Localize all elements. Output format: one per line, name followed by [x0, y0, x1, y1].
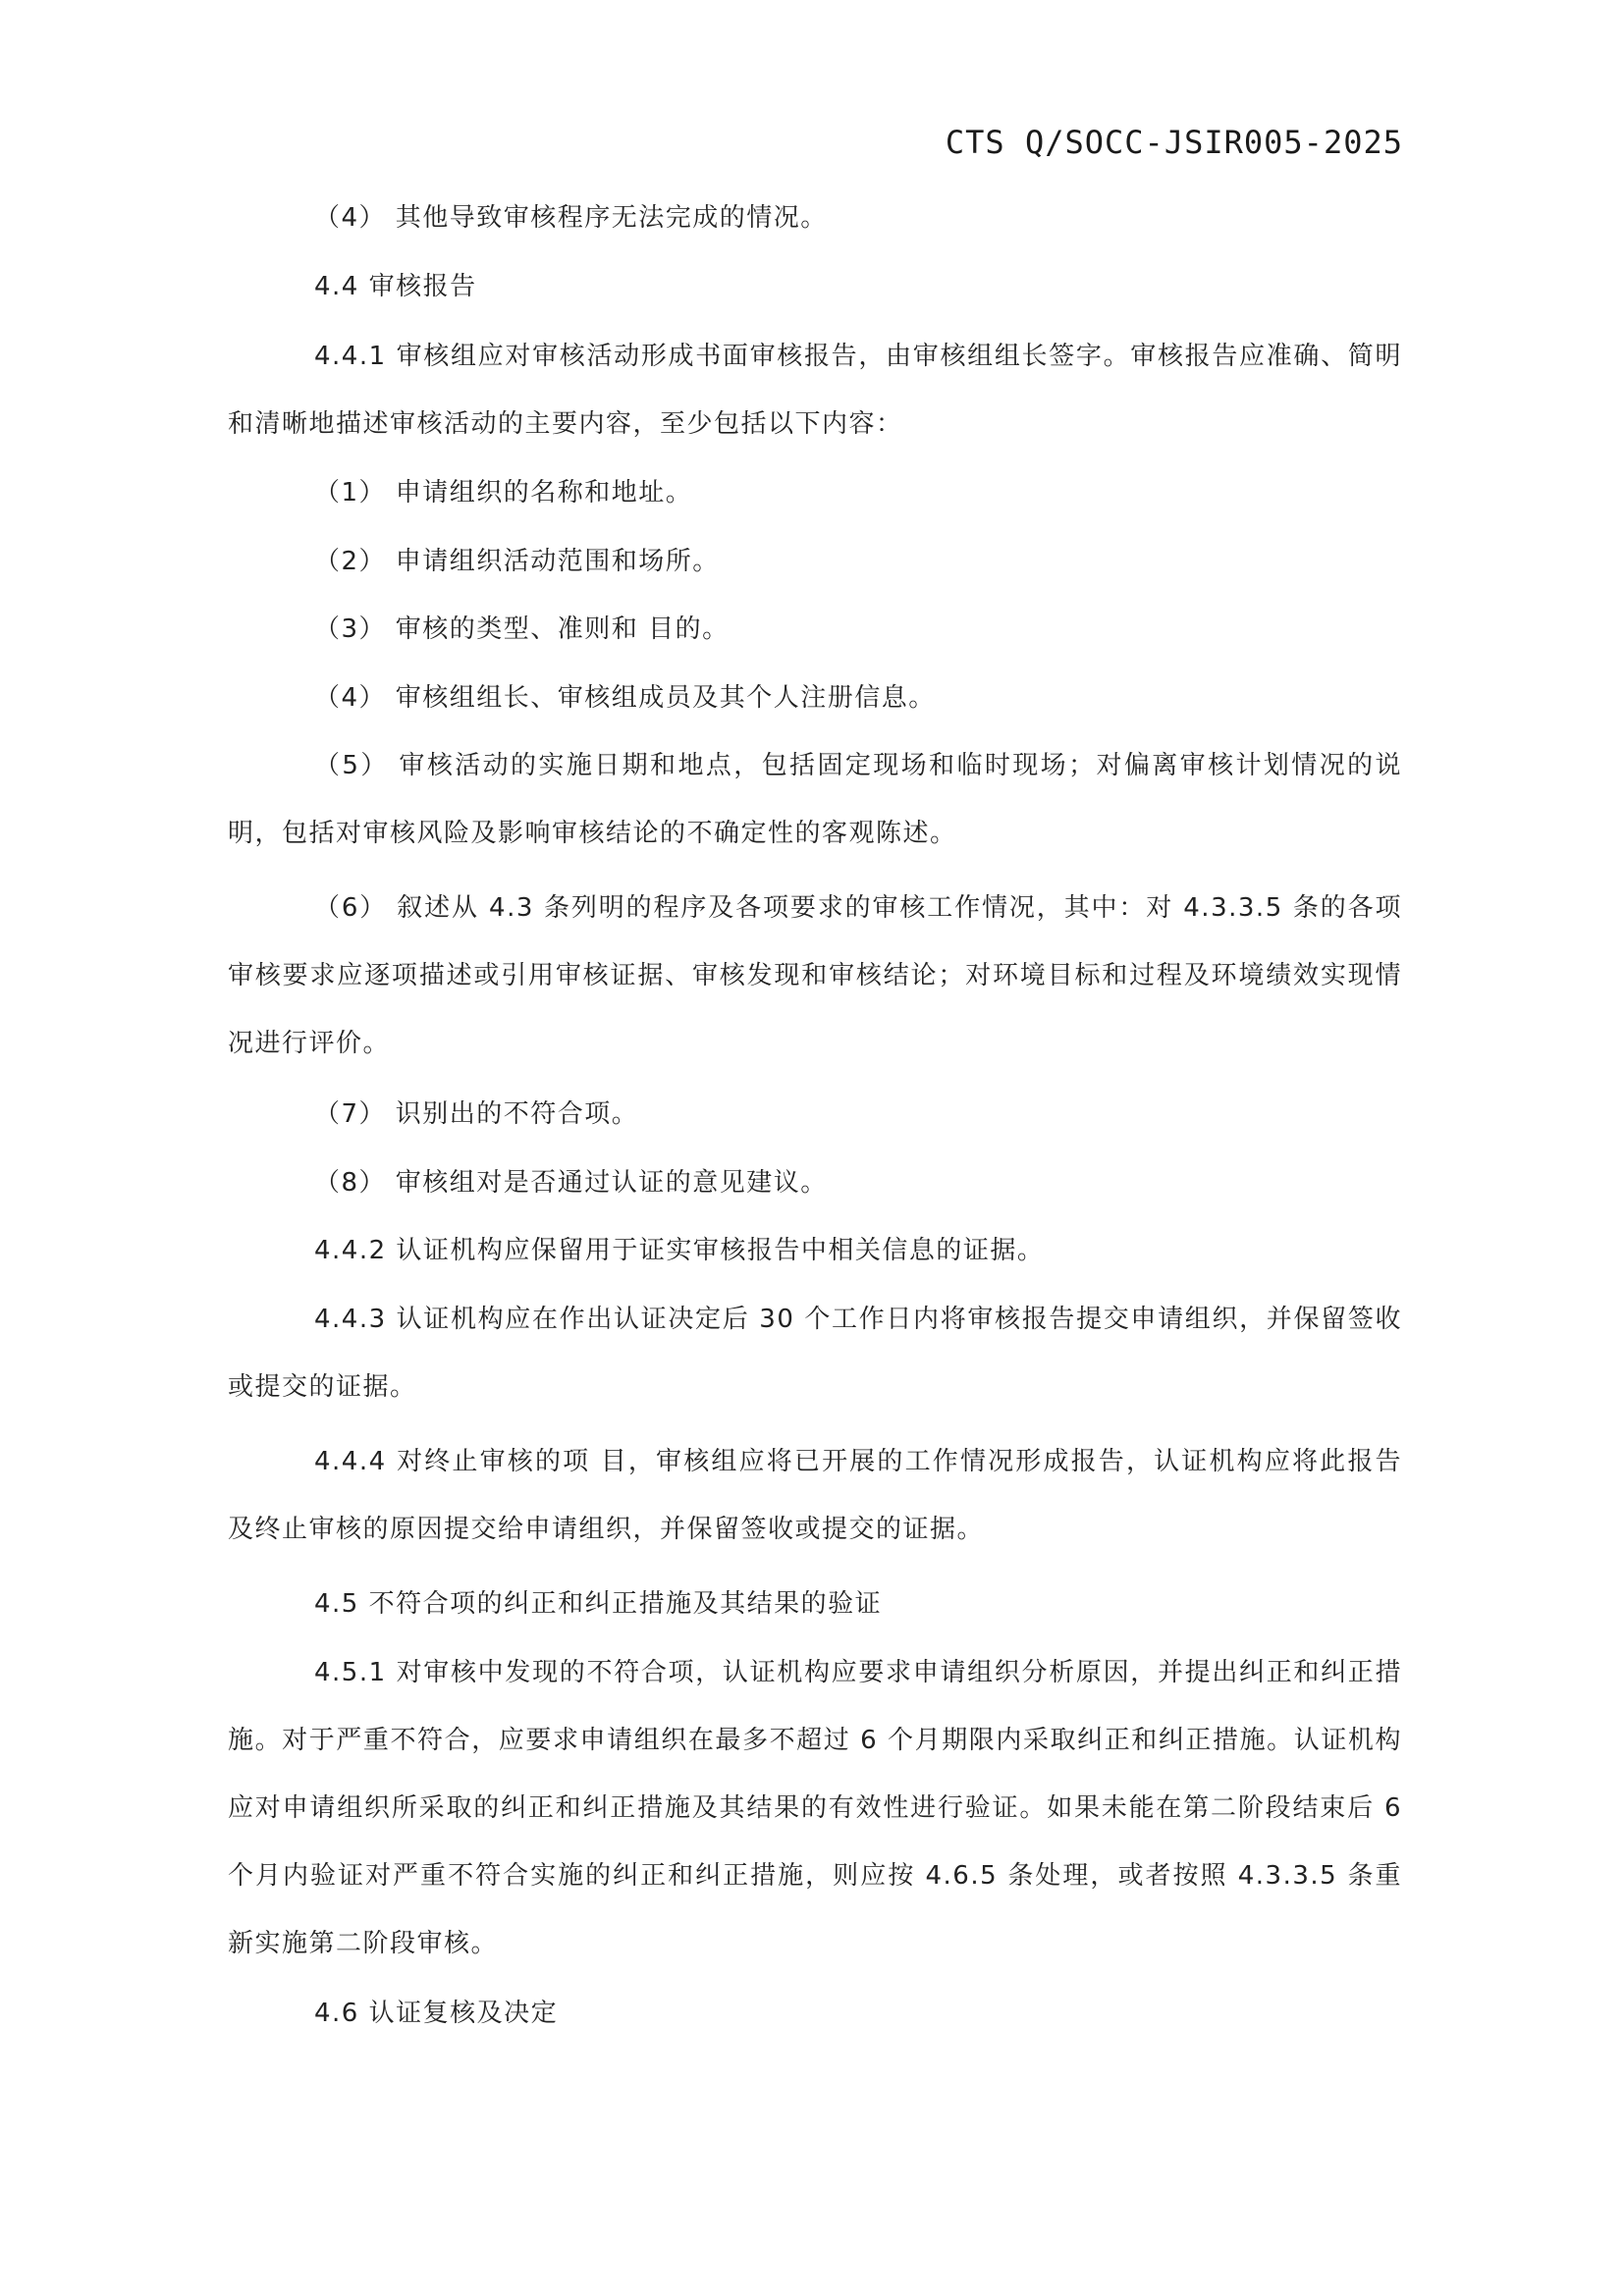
list-item-4: （4） 审核组组长、审核组成员及其个人注册信息。 — [314, 683, 936, 713]
list-item-2: （2） 申请组织活动范围和场所。 — [314, 547, 720, 576]
list-item-8: （8） 审核组对是否通过认证的意见建议。 — [314, 1168, 828, 1198]
paragraph-4-4-1: 4.4.1 审核组应对审核活动形成书面审核报告，由审核组组长签字。审核报告应准确、简明和清晰地描述审核活动的主要内容，至少包括以下内容： — [228, 342, 1402, 439]
list-item-3: （3） 审核的类型、准则和 目的。 — [314, 614, 730, 644]
list-item-5: （5） 审核活动的实施日期和地点，包括固定现场和临时现场；对偏离审核计划情况的说明，包括对审核风险及影响审核结论的不确定性的客观陈述。 — [228, 751, 1402, 848]
list-item-7: （7） 识别出的不符合项。 — [314, 1099, 639, 1129]
paragraph-4-4-2: 4.4.2 认证机构应保留用于证实审核报告中相关信息的证据。 — [314, 1236, 1045, 1265]
list-item-1: （1） 申请组织的名称和地址。 — [314, 478, 693, 507]
paragraph-4-4-4: 4.4.4 对终止审核的项 目，审核组应将已开展的工作情况形成报告，认证机构应将此报告及终止审核的原因提交给申请组织，并保留签收或提交的证据。 — [228, 1447, 1402, 1544]
paragraph-4-4-3: 4.4.3 认证机构应在作出认证决定后 30 个工作日内将审核报告提交申请组织，并保留签收或提交的证据。 — [228, 1305, 1402, 1402]
paragraph-4-5-1: 4.5.1 对审核中发现的不符合项，认证机构应要求申请组织分析原因，并提出纠正和纠正措施。对于严重不符合，应要求申请组织在最多不超过 6 个月期限内采取纠正和纠正措施。认证机构应对申请组织所采取的纠正和纠正措施及其结果的有效性进行验证。如果未能在第二阶段结束后 6 个月内验证对严重不符合实施的纠正和纠正措施，则应按 4.6.5 条处理，或者按照 4.3.3.5 条重新实施第二阶段审核。 — [228, 1658, 1402, 1958]
section-heading-4-4: 4.4 审核报告 — [314, 272, 477, 301]
list-item-6: （6） 叙述从 4.3 条列明的程序及各项要求的审核工作情况，其中：对 4.3.3.5 条的各项审核要求应逐项描述或引用审核证据、审核发现和审核结论；对环境目标和过程及环境绩效实现情况进行评价。 — [228, 893, 1402, 1058]
paragraph-item-4-other: （4） 其他导致审核程序无法完成的情况。 — [314, 203, 828, 233]
document-code-header: CTS Q/SOCC-JSIR005-2025 — [945, 124, 1403, 161]
section-heading-4-5: 4.5 不符合项的纠正和纠正措施及其结果的验证 — [314, 1589, 883, 1619]
section-heading-4-6: 4.6 认证复核及决定 — [314, 1999, 559, 2028]
